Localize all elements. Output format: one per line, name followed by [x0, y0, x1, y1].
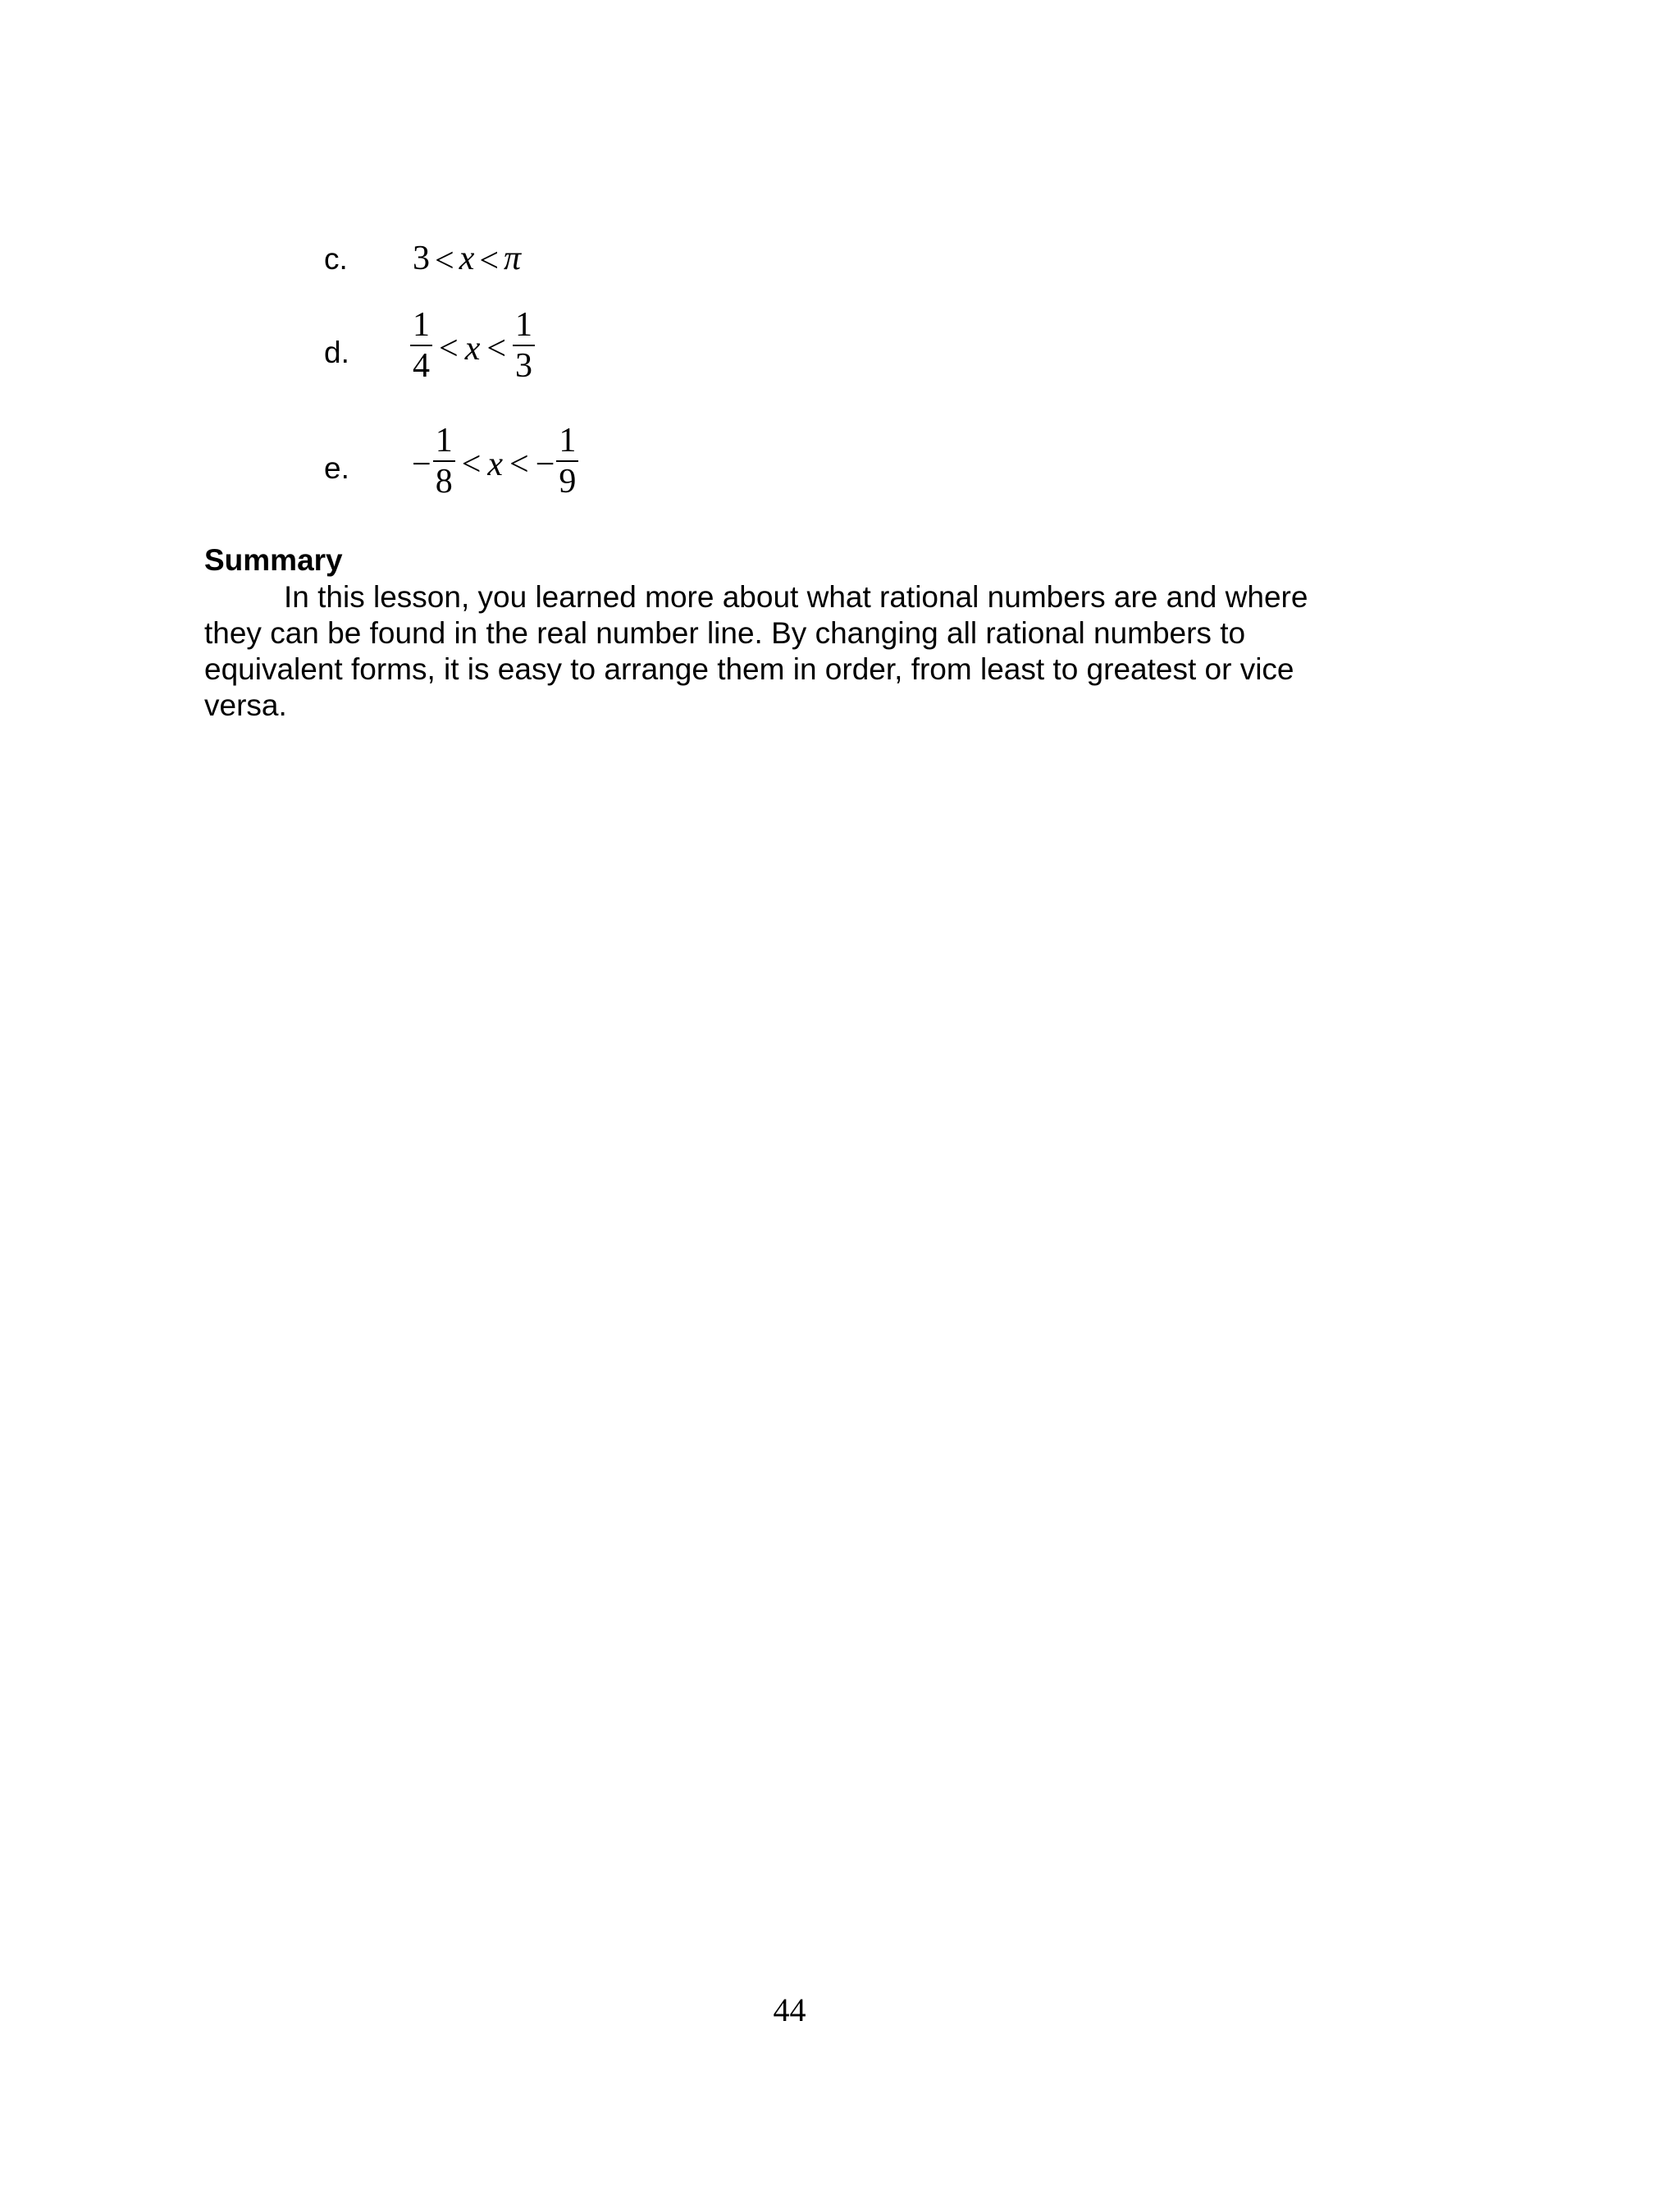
item-c-op2: < — [479, 242, 500, 281]
item-d-op2: < — [486, 330, 507, 368]
summary-line-4: versa. — [204, 688, 287, 722]
item-e-label: e. — [324, 451, 349, 485]
summary-line-2: they can be found in the real number line. By changing all rational numbers to — [204, 616, 1246, 650]
item-e-upper-numerator: 1 — [556, 424, 578, 462]
item-c-lower-bound: 3 — [413, 240, 430, 277]
item-d-variable: x — [464, 330, 481, 368]
item-e-variable: x — [487, 446, 504, 483]
item-c-variable: x — [459, 240, 475, 277]
item-e-lower-numerator: 1 — [433, 424, 455, 462]
item-d-lower-fraction — [410, 306, 432, 385]
item-e-upper-denominator: 9 — [559, 463, 577, 501]
item-d-lower-denominator: 4 — [413, 347, 430, 385]
item-e-upper-sign: − — [535, 446, 555, 483]
item-d-upper-denominator: 3 — [515, 347, 533, 385]
item-d-op1: < — [439, 330, 459, 368]
item-e-op2: < — [509, 446, 529, 483]
page-number: 44 — [773, 1991, 806, 2028]
item-d-expression — [410, 306, 535, 386]
item-d-upper-numerator: 1 — [513, 309, 535, 346]
item-e-lower-denominator: 8 — [435, 463, 453, 501]
summary-heading: Summary — [204, 543, 343, 577]
item-e-upper-fraction — [556, 422, 578, 501]
item-d-lower-numerator: 1 — [410, 309, 432, 346]
item-e-lower-fraction — [433, 422, 455, 501]
item-c-label: c. — [324, 242, 348, 276]
item-c-expression — [413, 240, 522, 281]
summary-paragraph — [204, 579, 1369, 724]
summary-line-1: In this lesson, you learned more about what rational numbers are and where — [284, 580, 1308, 614]
item-d-upper-fraction — [513, 306, 535, 385]
summary-line-3: equivalent forms, it is easy to arrange them in order, from least to greatest or vice — [204, 652, 1294, 686]
item-c-upper-bound: π — [504, 240, 522, 277]
item-e-op1: < — [461, 446, 482, 483]
item-c-op1: < — [435, 242, 454, 281]
item-e-expression — [412, 422, 578, 501]
item-e-lower-sign: − — [412, 446, 431, 483]
item-d-label: d. — [324, 336, 349, 369]
